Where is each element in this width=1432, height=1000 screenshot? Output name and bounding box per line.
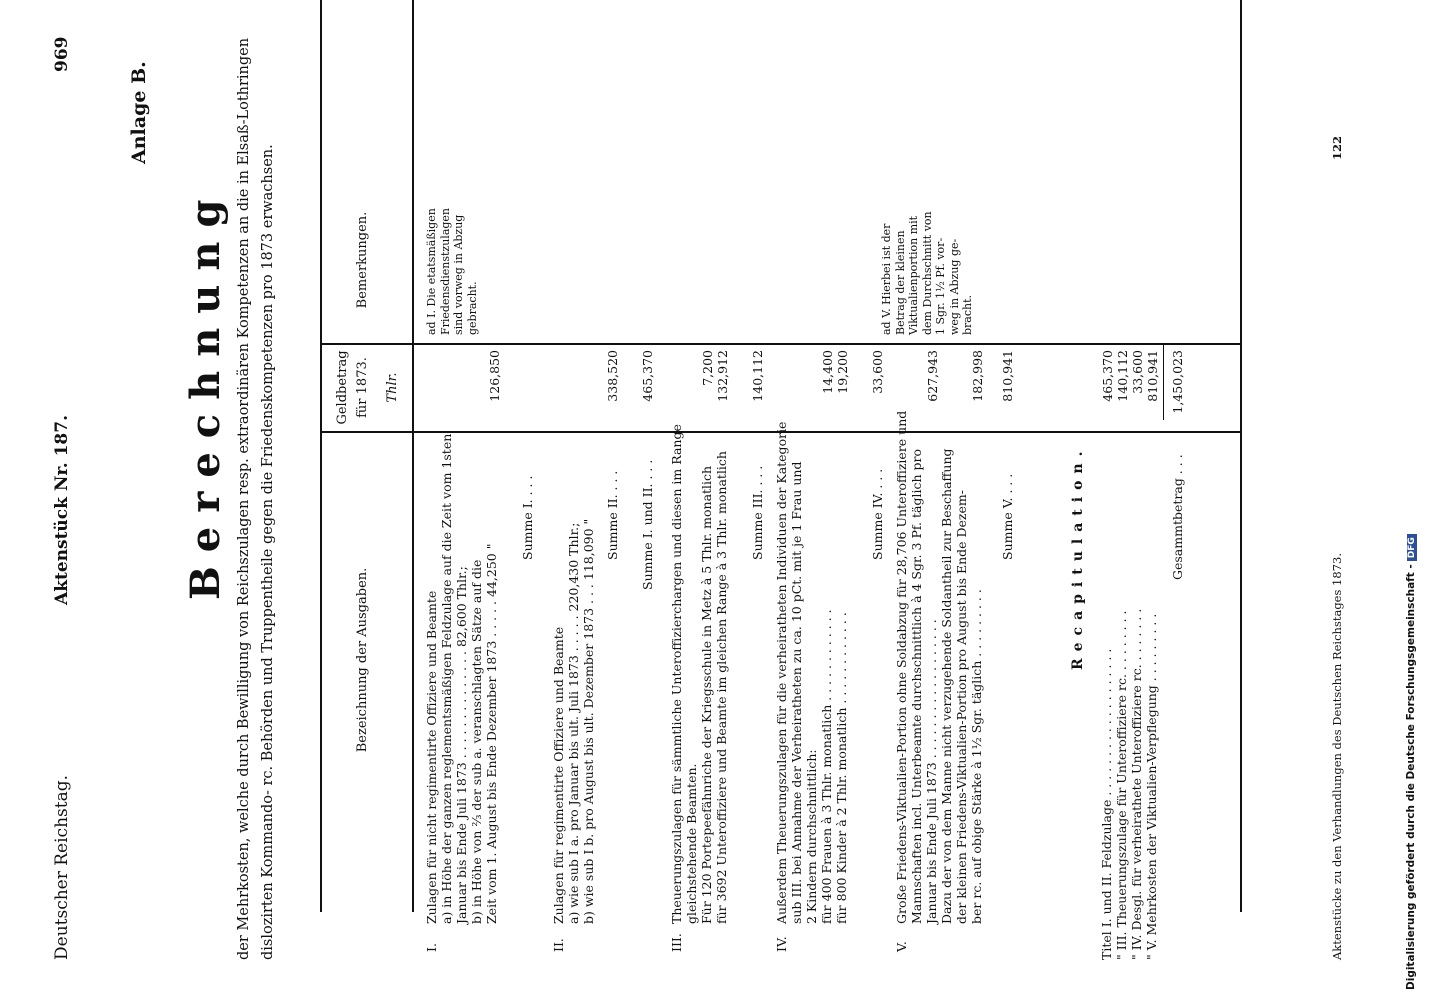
section-line: b) in Höhe von ⅔ der sub a. veranschlagten Sätze auf die — [469, 559, 484, 924]
section-line: a) in Höhe der ganzen reglementsmäßigen Feldzulage auf die Zeit vom 1sten — [439, 433, 454, 924]
page-title: Berechnung — [182, 185, 229, 600]
sum-amount: 338,520 — [605, 350, 620, 402]
recap-amount: 465,370 — [1100, 350, 1115, 402]
sum-label: Summe V. . . . — [1000, 473, 1015, 560]
section-line: sub III. bei Annahme der Verheiratheten zu ca. 10 pCt. mit je 1 Frau und — [789, 461, 804, 924]
sum-amount: 33,600 — [870, 350, 885, 394]
table-bottom-rule — [1240, 0, 1242, 912]
section-line: b) wie sub I b. pro August bis ult. Dezember 1873 . . . 118,090 " — [581, 518, 596, 924]
header-left: Deutscher Reichstag. — [52, 775, 72, 960]
section-line: Dazu der von dem Manne nicht verzugehende Soldantheil zur Beschaffung — [939, 448, 954, 924]
section-line: 2 Kindern durchschnittlich: — [804, 749, 819, 924]
recap-row: Titel I. und II. Feldzulage . . . . . . . . . . . . . . . . . . . — [1099, 648, 1114, 960]
sum-label: Summe IV. . . . — [870, 468, 885, 560]
sum-label: Summe II. . . . — [605, 470, 620, 560]
table-header-rule — [412, 0, 414, 912]
section-line: Zeit vom 1. August bis Ende Dezember 1873 . . . . . 44,250 " — [484, 543, 499, 924]
section-line: Außerdem Theuerungszulagen für die verheiratheten Individuen der Kategorie — [774, 421, 789, 924]
section-line: Mannschaften incl. Unterbeamte durchschnittlich à 4 Sgr. 3 Pf. täglich pro — [909, 448, 924, 924]
header-center: Aktenstück Nr. 187. — [52, 414, 72, 605]
column-header-amount-year: für 1873. — [355, 357, 370, 418]
recap-amount: 810,941 — [1145, 350, 1160, 402]
digitization-credit — [1405, 534, 1417, 990]
section-line: gleichstehende Beamten. — [684, 763, 699, 924]
recap-heading: Recapitulation. — [1070, 444, 1086, 670]
amount-value: 627,943 — [925, 350, 940, 402]
total-label: Gesammtbetrag . . . — [1170, 454, 1185, 580]
annex-label: Anlage B. — [128, 61, 150, 164]
section-line: Januar bis Ende Juli 1873 . . . . . . . . . . . . . . 82,600 Thlr.; — [454, 566, 469, 924]
remark-ad-i: ad I. Die etatsmäßigen Friedensdienstzulagen sind vorweg in Abzug gebracht. — [425, 207, 479, 335]
amount-value: 132,912 — [715, 350, 730, 402]
footer-left: Aktenstücke zu den Verhandlungen des Deutschen Reichstages 1873. — [1330, 553, 1344, 960]
section-line: der kleinen Friedens-Viktualien-Portion pro August bis Ende Dezem- — [954, 490, 969, 924]
section-number: V. — [894, 941, 909, 952]
footer-right: 122 — [1330, 135, 1344, 160]
column-header-description: Bezeichnung der Ausgaben. — [355, 567, 370, 753]
sum-label: Summe I. . . . — [520, 475, 535, 560]
recap-row: " IV. Desgl. für verheirathete Unteroffiziere rc. . . . . . . . — [1129, 608, 1144, 960]
subtitle: der Mehrkosten, welche durch Bewilligung von Reichszulagen resp. extraordinären Kompetenzen an die in Elsaß-Lothringen dislozirten Kommando- rc. Behörden und Truppentheile gegen die Friedenskompetenzen pro 1873 erwachsen. — [236, 37, 276, 960]
amount-value: 182,998 — [970, 350, 985, 402]
section-line: Theuerungszulagen für sämmtliche Unteroffizierchargen und diesen im Range — [669, 424, 684, 924]
section-line: Zulagen für regimentirte Offiziere und Beamte — [551, 626, 566, 924]
page-number: 969 — [52, 36, 72, 72]
recap-row: " V. Mehrkosten der Viktualien-Verpflegung . . . . . . . . . — [1144, 613, 1159, 960]
column-header-amount: Geldbetrag — [335, 350, 350, 425]
amount-value: 7,200 — [700, 350, 715, 386]
column-header-remarks: Bemerkungen. — [355, 211, 370, 309]
section-number: II. — [551, 938, 566, 952]
amount-value: 14,400 — [820, 350, 835, 394]
amount-column-rule-right — [320, 344, 1240, 346]
section-number: I. — [424, 943, 439, 952]
section-line: für 800 Kinder à 2 Thlr. monatlich . . . . . . . . . . . . — [834, 612, 849, 924]
section-line: a) wie sub I a. pro Januar bis ult. Juli 1873 . . . . . 220,430 Thlr.; — [566, 522, 581, 924]
remark-ad-v: ad V. Hierbei ist der Betrag der kleinen Viktualienportion mit dem Durchschnitt von 1 Sgr. 1½ Pf. vor- weg in Abzug ge- bracht. — [880, 211, 974, 335]
amount-value: 126,850 — [487, 350, 502, 402]
table-top-rule — [320, 0, 322, 912]
amount-value: 19,200 — [835, 350, 850, 394]
section-line: ber rc. auf obige Stärke à 1½ Sgr. täglich . . . . . . . . . — [969, 589, 984, 924]
section-line: Große Friedens-Viktualien-Portion ohne Soldabzug für 28,706 Unteroffiziere und — [894, 410, 909, 924]
sum-amount: 810,941 — [1000, 350, 1015, 402]
sum-amount: 465,370 — [640, 350, 655, 402]
dfg-logo: DFG — [1407, 534, 1417, 561]
section-line: für 400 Frauen à 3 Thlr. monatlich . . . . . . . . . . . . — [819, 609, 834, 924]
sum-label: Summe I. und II. . . . — [640, 459, 655, 590]
section-line: für 3692 Unteroffiziere und Beamte im gleichen Range à 3 Thlr. monatlich — [714, 451, 729, 924]
digitization-credit-text: Digitalisierung gefördert durch die Deutsche Forschungsgemeinschaft - — [1405, 564, 1417, 990]
recap-row: " III. Theuerungszulage für Unteroffiziere rc. . . . . . . . . — [1114, 610, 1129, 960]
section-line: Für 120 Portepeefähnriche der Kriegsschule in Metz à 5 Thlr. monatlich — [699, 465, 714, 924]
recap-sum-rule — [1163, 345, 1164, 420]
sum-label: Summe III. . . . — [750, 465, 765, 560]
total-amount: 1,450,023 — [1170, 350, 1185, 414]
section-line: Januar bis Ende Juli 1873 . . . . . . . . . . . . . . . . . . — [924, 619, 939, 924]
column-header-amount-unit: Thlr. — [385, 372, 400, 403]
recap-amount: 33,600 — [1130, 350, 1145, 394]
section-number: IV. — [774, 936, 789, 952]
section-number: III. — [669, 933, 684, 952]
sum-amount: 140,112 — [750, 350, 765, 402]
recap-amount: 140,112 — [1115, 350, 1130, 402]
section-line: Zulagen für nicht regimentirte Offiziere und Beamte — [424, 590, 439, 924]
